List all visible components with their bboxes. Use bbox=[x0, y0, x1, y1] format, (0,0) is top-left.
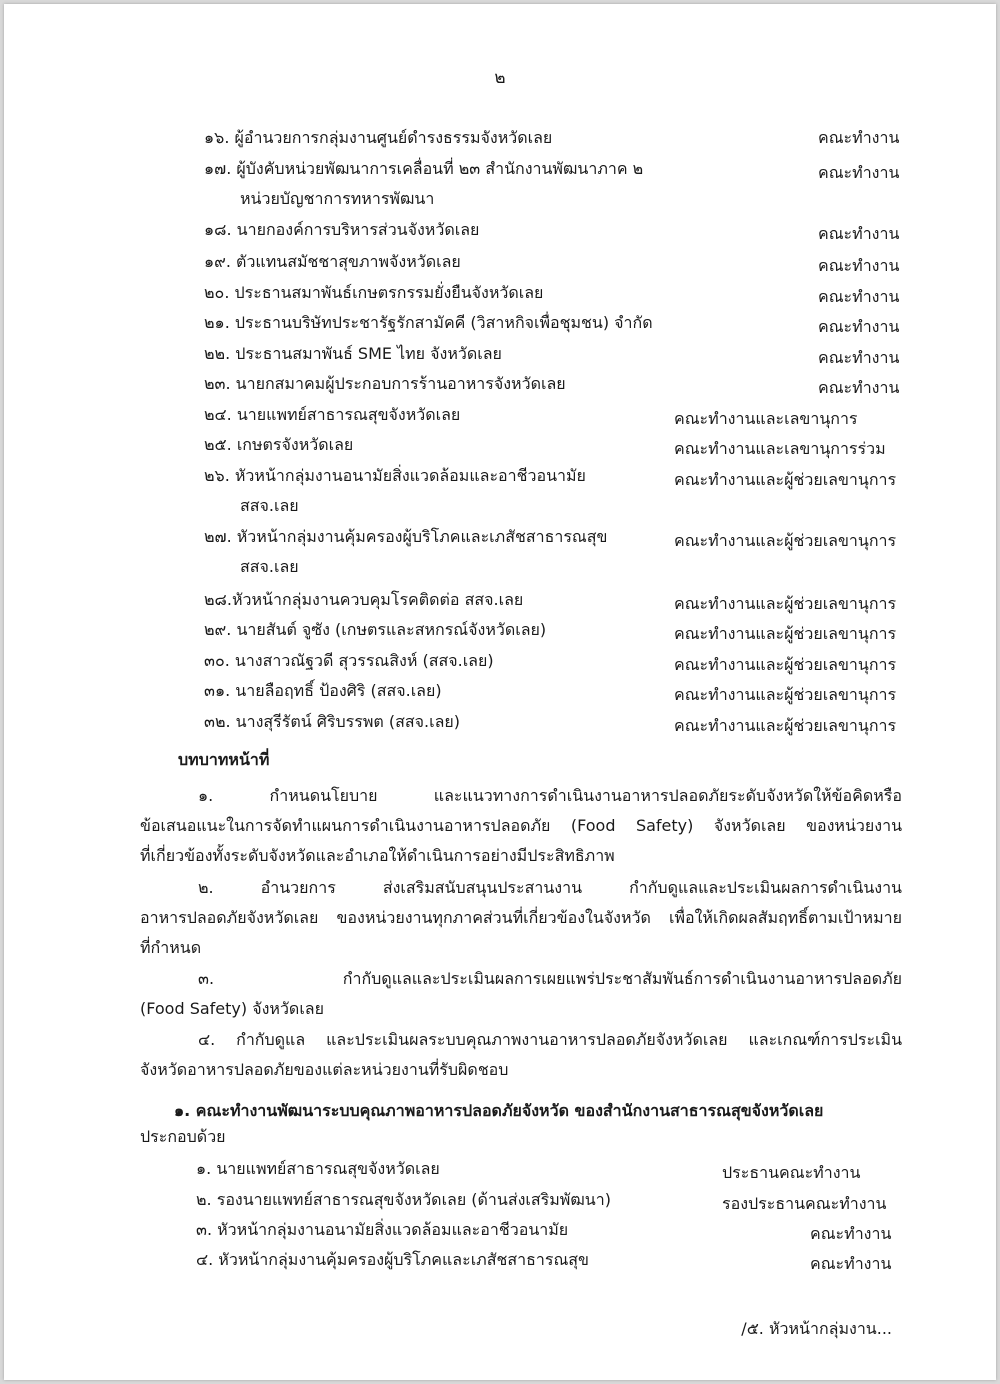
member-name: ๓๒. นางสุรีรัตน์ ศิริบรรพต (สสจ.เลย) bbox=[204, 712, 460, 731]
member-name: ๒๙. นายสันต์ จูซัง (เกษตรและสหกรณ์จังหวัดเลย) bbox=[204, 620, 547, 639]
member-role: คณะทำงาน bbox=[810, 1224, 892, 1243]
paragraph-line: จังหวัดอาหารปลอดภัยของแต่ละหน่วยงานที่รับผิดชอบ bbox=[140, 1060, 509, 1079]
member-name: ๑๗. ผู้บังคับหน่วยพัฒนาการเคลื่อนที่ ๒๓ สำนักงานพัฒนาภาค ๒ bbox=[204, 159, 644, 178]
member-name: ๔. หัวหน้ากลุ่มงานคุ้มครองผู้บริโภคและเภสัชสาธารณสุข bbox=[196, 1250, 589, 1269]
member-role: คณะทำงาน bbox=[818, 317, 900, 336]
member-name: ๑๙. ตัวแทนสมัชชาสุขภาพจังหวัดเลย bbox=[204, 252, 461, 271]
member-role: คณะทำงานและผู้ช่วยเลขานุการ bbox=[674, 594, 897, 613]
member-role: คณะทำงานและผู้ช่วยเลขานุการ bbox=[674, 716, 897, 735]
member-name-cont: หน่วยบัญชาการทหารพัฒนา bbox=[240, 189, 435, 208]
member-role: คณะทำงาน bbox=[810, 1254, 892, 1273]
member-role: คณะทำงาน bbox=[818, 287, 900, 306]
member-name: ๒๘.หัวหน้ากลุ่มงานควบคุมโรคติดต่อ สสจ.เลย bbox=[204, 590, 524, 609]
member-role: คณะทำงาน bbox=[818, 256, 900, 275]
committee-title: ๑. คณะทำงานพัฒนาระบบคุณภาพอาหารปลอดภัยจังหวัด ของสำนักงานสาธารณสุขจังหวัดเลย bbox=[174, 1101, 824, 1120]
paragraph-line: ๔. กำกับดูแล และประเมินผลระบบคุณภาพงานอาหารปลอดภัยจังหวัดเลย และเกณฑ์การประเมิน bbox=[198, 1030, 902, 1049]
member-role: คณะทำงานและผู้ช่วยเลขานุการ bbox=[674, 624, 897, 643]
paragraph-line: ข้อเสนอแนะในการจัดทำแผนการดำเนินงานอาหารปลอดภัย (Food Safety) จังหวัดเลย ของหน่วยงาน bbox=[140, 816, 902, 835]
paragraph-line: ที่กำหนด bbox=[140, 938, 202, 957]
member-name: ๑๖. ผู้อำนวยการกลุ่มงานศูนย์ดำรงธรรมจังหวัดเลย bbox=[204, 128, 553, 147]
member-name-cont: สสจ.เลย bbox=[240, 496, 299, 515]
member-name: ๓. หัวหน้ากลุ่มงานอนามัยสิ่งแวดล้อมและอาชีวอนามัย bbox=[196, 1220, 569, 1239]
member-role: คณะทำงาน bbox=[818, 128, 900, 147]
member-name: ๑๘. นายกองค์การบริหารส่วนจังหวัดเลย bbox=[204, 220, 480, 239]
duties-heading: บทบาทหน้าที่ bbox=[178, 750, 270, 769]
member-name: ๒๐. ประธานสมาพันธ์เกษตรกรรมยั่งยืนจังหวัดเลย bbox=[204, 283, 544, 302]
duty-paragraph bbox=[140, 781, 902, 871]
paragraph-line: ๓. กำกับดูแลและประเมินผลการเผยแพร่ประชาสัมพันธ์การดำเนินงานอาหารปลอดภัย bbox=[198, 969, 902, 988]
member-role: คณะทำงาน bbox=[818, 348, 900, 367]
duty-paragraph bbox=[140, 964, 902, 1024]
member-name-cont: สสจ.เลย bbox=[240, 557, 299, 576]
duty-paragraph bbox=[140, 873, 902, 963]
member-name: ๒๖. หัวหน้ากลุ่มงานอนามัยสิ่งแวดล้อมและอาชีวอนามัย bbox=[204, 466, 586, 485]
page-continuation: /๕. หัวหน้ากลุ่มงาน... bbox=[741, 1319, 892, 1338]
member-role: คณะทำงานและผู้ช่วยเลขานุการ bbox=[674, 531, 897, 550]
duty-paragraph bbox=[140, 1025, 902, 1085]
member-role: คณะทำงานและผู้ช่วยเลขานุการ bbox=[674, 655, 897, 674]
member-name: ๒๕. เกษตรจังหวัดเลย bbox=[204, 435, 354, 454]
member-role: คณะทำงานและผู้ช่วยเลขานุการ bbox=[674, 470, 897, 489]
member-role: รองประธานคณะทำงาน bbox=[722, 1194, 887, 1213]
member-name: ๓๑. นายลือฤทธิ์ ป้องศิริ (สสจ.เลย) bbox=[204, 681, 442, 700]
paragraph-line: (Food Safety) จังหวัดเลย bbox=[140, 999, 324, 1018]
page-number: ๒ bbox=[494, 68, 506, 88]
member-role: คณะทำงาน bbox=[818, 163, 900, 182]
committee-subtitle: ประกอบด้วย bbox=[140, 1127, 226, 1146]
paragraph-line: ๒. อำนวยการ ส่งเสริมสนับสนุนประสานงาน กำกับดูแลและประเมินผลการดำเนินงาน bbox=[198, 878, 902, 897]
member-name: ๒๑. ประธานบริษัทประชารัฐรักสามัคคี (วิสาหกิจเพื่อชุมชน) จำกัด bbox=[204, 313, 653, 332]
member-name: ๒. รองนายแพทย์สาธารณสุขจังหวัดเลย (ด้านส่งเสริมพัฒนา) bbox=[196, 1190, 611, 1209]
member-name: ๒๗. หัวหน้ากลุ่มงานคุ้มครองผู้บริโภคและเภสัชสาธารณสุข bbox=[204, 527, 608, 546]
member-role: คณะทำงาน bbox=[818, 224, 900, 243]
paragraph-line: ๑. กำหนดนโยบาย และแนวทางการดำเนินงานอาหารปลอดภัยระดับจังหวัดให้ข้อคิดหรือ bbox=[198, 786, 902, 805]
member-name: ๒๒. ประธานสมาพันธ์ SME ไทย จังหวัดเลย bbox=[204, 344, 502, 363]
member-name: ๓๐. นางสาวณัฐวดี สุวรรณสิงห์ (สสจ.เลย) bbox=[204, 651, 494, 670]
document-page bbox=[4, 4, 996, 1380]
paragraph-line: อาหารปลอดภัยจังหวัดเลย ของหน่วยงานทุกภาคส่วนที่เกี่ยวข้องในจังหวัด เพื่อให้เกิดผลสัมฤทธิ์ตามเป้าหมาย bbox=[140, 908, 902, 927]
member-name: ๑. นายแพทย์สาธารณสุขจังหวัดเลย bbox=[196, 1159, 440, 1178]
paragraph-line: ที่เกี่ยวข้องทั้งระดับจังหวัดและอำเภอให้ดำเนินการอย่างมีประสิทธิภาพ bbox=[140, 846, 615, 865]
member-role: คณะทำงาน bbox=[818, 378, 900, 397]
member-role: คณะทำงานและเลขานุการ bbox=[674, 409, 858, 428]
member-name: ๒๔. นายแพทย์สาธารณสุขจังหวัดเลย bbox=[204, 405, 461, 424]
member-role: ประธานคณะทำงาน bbox=[722, 1163, 861, 1182]
member-role: คณะทำงานและผู้ช่วยเลขานุการ bbox=[674, 685, 897, 704]
member-name: ๒๓. นายกสมาคมผู้ประกอบการร้านอาหารจังหวัดเลย bbox=[204, 374, 566, 393]
member-role: คณะทำงานและเลขานุการร่วม bbox=[674, 439, 886, 458]
